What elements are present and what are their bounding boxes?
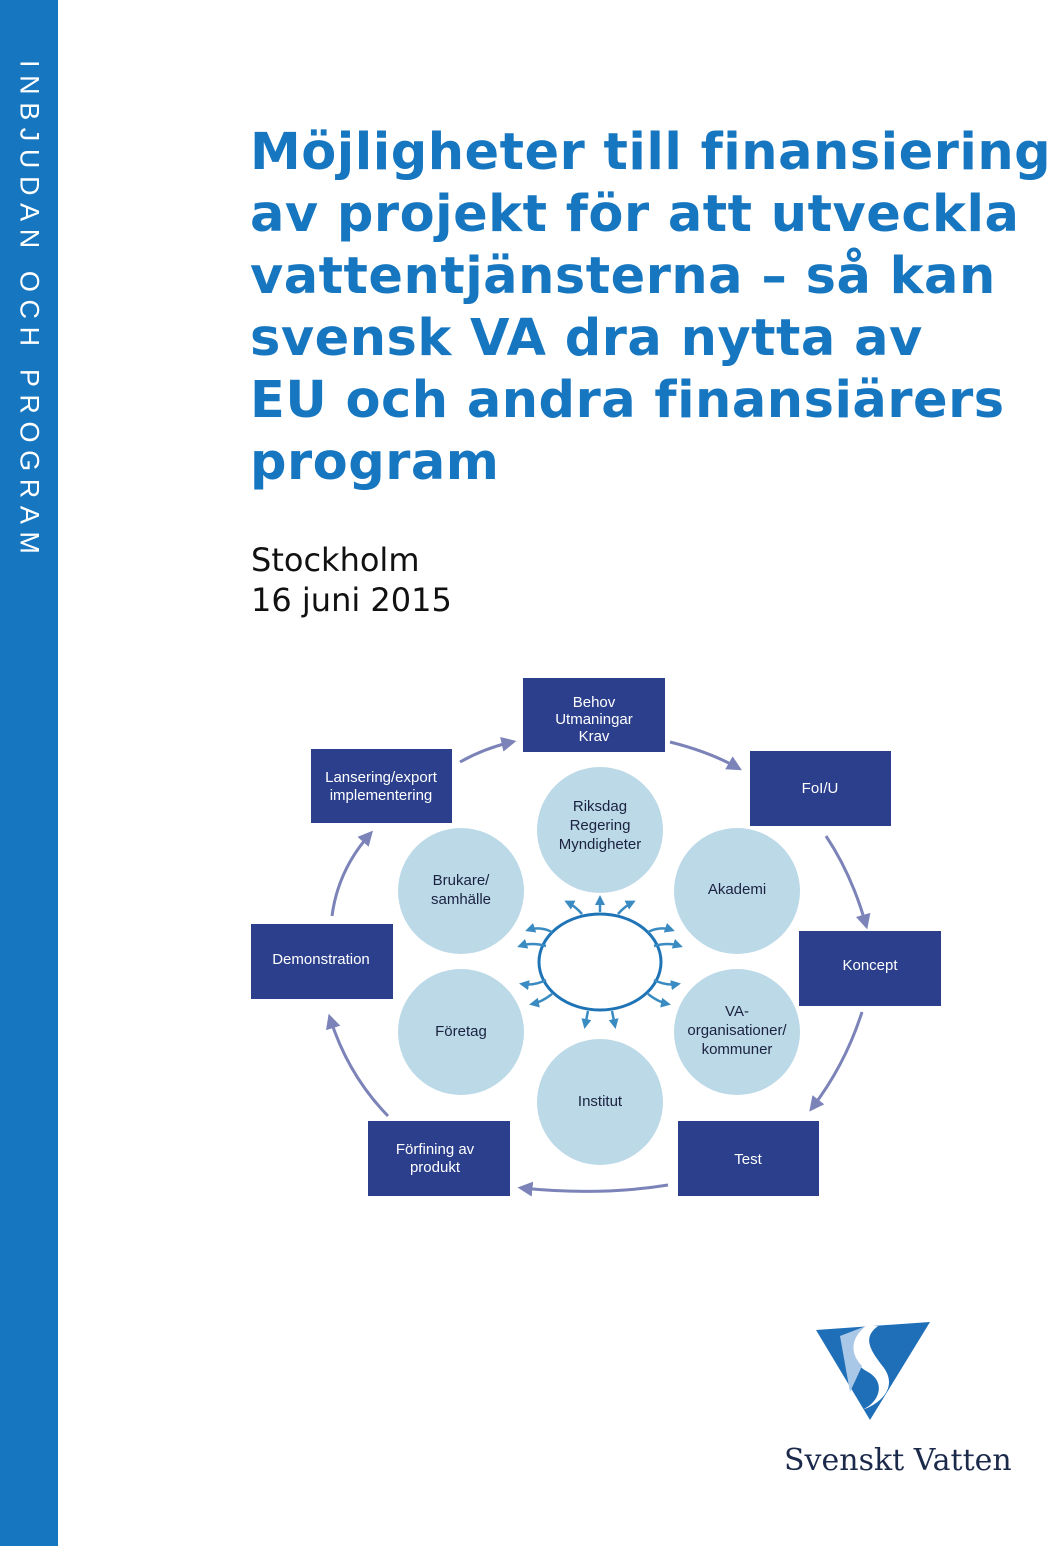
box-label: FoI/U xyxy=(801,780,839,797)
title-line: program xyxy=(250,433,500,492)
box-fou xyxy=(750,751,891,826)
circle-label: Regering xyxy=(569,817,631,834)
hub-arrow xyxy=(612,1011,615,1026)
hub-arrow xyxy=(618,902,633,914)
circle-label: Myndigheter xyxy=(558,836,642,853)
title-line: EU och andra finansiärers xyxy=(250,371,1005,430)
svenskt-vatten-logo xyxy=(784,1322,1012,1478)
logo-text: Svenskt Vatten xyxy=(784,1443,1012,1478)
title-line: av projekt för att utveckla xyxy=(250,185,1020,244)
hub-arrow xyxy=(528,928,552,932)
hub-arrow xyxy=(648,928,672,932)
title-line: svensk VA dra nytta av xyxy=(250,309,923,368)
cycle-arrow xyxy=(812,1012,862,1108)
box-label: Koncept xyxy=(842,957,898,974)
box-label: Lansering/export xyxy=(325,769,437,786)
box-label: Krav xyxy=(578,728,610,745)
box-label: Förfining av xyxy=(395,1141,475,1158)
event-date: 16 juni 2015 xyxy=(251,581,452,619)
box-forfining xyxy=(368,1121,510,1196)
box-test xyxy=(678,1121,819,1196)
hub-arrow xyxy=(654,980,678,985)
circle-label: Institut xyxy=(577,1093,623,1110)
box-demonstration xyxy=(251,924,393,999)
box-koncept xyxy=(799,931,941,1006)
hub-arrow xyxy=(648,994,668,1004)
center-hub xyxy=(520,898,680,1026)
cycle-arrow xyxy=(522,1185,668,1191)
circle-institut xyxy=(537,1039,663,1165)
box-label: Utmaningar xyxy=(555,711,633,728)
box-lansering xyxy=(311,749,452,823)
cycle-arrow xyxy=(826,836,866,925)
title-line: vattentjänsterna – så kan xyxy=(250,247,996,306)
cycle-arrow xyxy=(332,834,370,916)
cycle-arrow xyxy=(460,742,512,762)
hub-arrow xyxy=(522,980,546,985)
hub-arrow xyxy=(532,994,552,1004)
box-label: Behov xyxy=(572,694,616,711)
cycle-arrow xyxy=(670,742,738,768)
circle-label: Företag xyxy=(435,1023,487,1040)
circle-label: kommuner xyxy=(701,1041,773,1058)
circle-label: samhälle xyxy=(430,891,492,908)
hub-arrow xyxy=(520,944,546,946)
circle-label: Riksdag xyxy=(572,798,628,815)
circle-va xyxy=(674,969,800,1095)
hub-arrow xyxy=(654,944,680,946)
sidebar-label: INBJUDAN OCH PROGRAM xyxy=(14,60,45,562)
circle-akademi xyxy=(674,828,800,954)
circle-riksdag xyxy=(537,767,663,893)
circle-label: Brukare/ xyxy=(432,872,490,889)
event-place: Stockholm xyxy=(251,541,420,579)
box-label: produkt xyxy=(409,1159,461,1176)
box-label: Test xyxy=(734,1151,762,1168)
circle-label: Akademi xyxy=(707,881,767,898)
box-behov xyxy=(523,678,665,752)
hub-arrow xyxy=(585,1011,588,1026)
box-label: Demonstration xyxy=(272,951,370,968)
circle-foretag xyxy=(398,969,524,1095)
box-label: implementering xyxy=(329,787,433,804)
circle-label: VA- xyxy=(725,1003,749,1020)
hub-arrow xyxy=(567,902,582,914)
title-line: Möjligheter till finansiering xyxy=(250,123,1051,182)
circle-brukare xyxy=(398,828,524,954)
circle-label: organisationer/ xyxy=(687,1022,787,1039)
cycle-arrow xyxy=(330,1018,388,1116)
